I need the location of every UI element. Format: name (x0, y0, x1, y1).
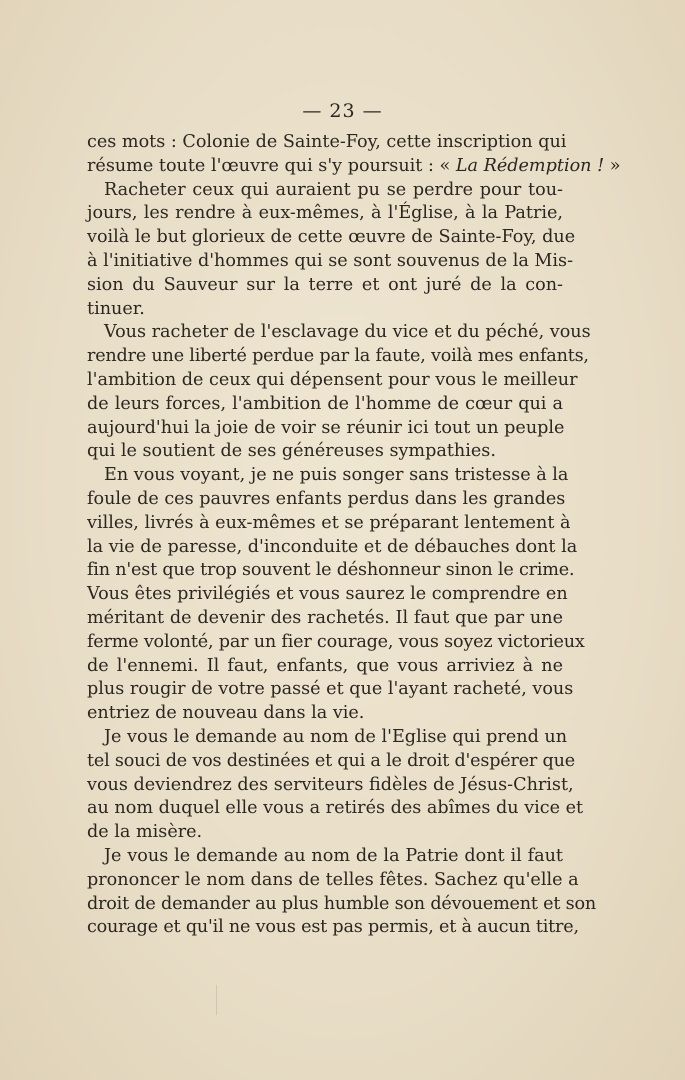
text-line: l'ambition de ceux qui dépensent pour vous le meilleur (87, 369, 578, 390)
text-line-with-quote (87, 155, 621, 179)
paragraph-start: Racheter ceux qui auraient pu se perdre pour tou- (104, 179, 563, 200)
text-line: voilà le but glorieux de cette œuvre de Sainte-Foy, due (87, 227, 576, 248)
paragraph-start: Vous racheter de l'esclavage du vice et du péché, vous (104, 322, 591, 343)
text-line: aujourd'hui la joie de voir se réunir ici tout un peuple (87, 417, 565, 438)
paragraph-end: tinuer. (87, 298, 145, 319)
body-text (87, 131, 621, 940)
paragraph-start: En vous voyant, je ne puis songer sans tristesse à la (104, 465, 569, 486)
text-line: au nom duquel elle vous a retirés des abîmes du vice et (87, 798, 584, 819)
text-line: foule de ces pauvres enfants perdus dans les grandes (87, 488, 566, 509)
text-line: rendre une liberté perdue par la faute, voilà mes enfants, (87, 346, 589, 367)
text-line: fin n'est que trop souvent le déshonneur sinon le crime. (87, 560, 575, 581)
text-line: ferme volonté, par un fier courage, vous soyez victorieux (87, 631, 585, 652)
text-line: sion du Sauveur sur la terre et ont juré de la con- (87, 274, 563, 295)
text-line: de leurs forces, l'ambition de l'homme de cœur qui a (87, 393, 563, 414)
page-number: — 23 — (302, 100, 383, 122)
text-line: à l'initiative d'hommes qui se sont souvenus de la Mis- (87, 250, 574, 271)
text-line: droit de demander au plus humble son dévouement et son (87, 893, 596, 914)
paper-crease (216, 985, 225, 1015)
text-line: ces mots : Colonie de Sainte-Foy, cette inscription qui (87, 132, 567, 152)
text-line: villes, livrés à eux-mêmes et se préparant lentement à (87, 512, 571, 533)
text-line: jours, les rendre à eux-mêmes, à l'Église, à la Patrie, (87, 203, 563, 224)
closing-quote: » (604, 155, 621, 176)
paragraph-end: qui le soutient de ses généreuses sympathies. (87, 441, 496, 462)
text-line: tel souci de vos destinées et qui a le droit d'espérer que (87, 750, 575, 771)
text-line: vous deviendrez des serviteurs fidèles de Jésus-Christ, (87, 774, 574, 795)
paragraph-start: Je vous le demande au nom de la Patrie dont il faut (104, 845, 563, 866)
text-line-segment: résume toute l'œuvre qui s'y poursuit : « (87, 155, 456, 176)
text-line: courage et qu'il ne vous est pas permis, et à aucun titre, (87, 917, 579, 938)
text-line: méritant de devenir des rachetés. Il faut que par une (87, 607, 563, 628)
paragraph-end: entriez de nouveau dans la vie. (87, 703, 365, 724)
quoted-title: La Rédemption ! (455, 155, 605, 176)
text-line: prononcer le nom dans de telles fêtes. Sachez qu'elle a (87, 869, 579, 890)
text-line: Vous êtes privilégiés et vous saurez le comprendre en (87, 584, 568, 605)
text-line: plus rougir de votre passé et que l'ayant racheté, vous (87, 679, 574, 700)
paragraph-end: de la misère. (87, 822, 203, 843)
text-line: de l'ennemi. Il faut, enfants, que vous arriviez à ne (87, 655, 563, 676)
paragraph-start: Je vous le demande au nom de l'Eglise qui prend un (104, 726, 568, 747)
text-line: la vie de paresse, d'inconduite et de débauches dont la (87, 536, 578, 557)
